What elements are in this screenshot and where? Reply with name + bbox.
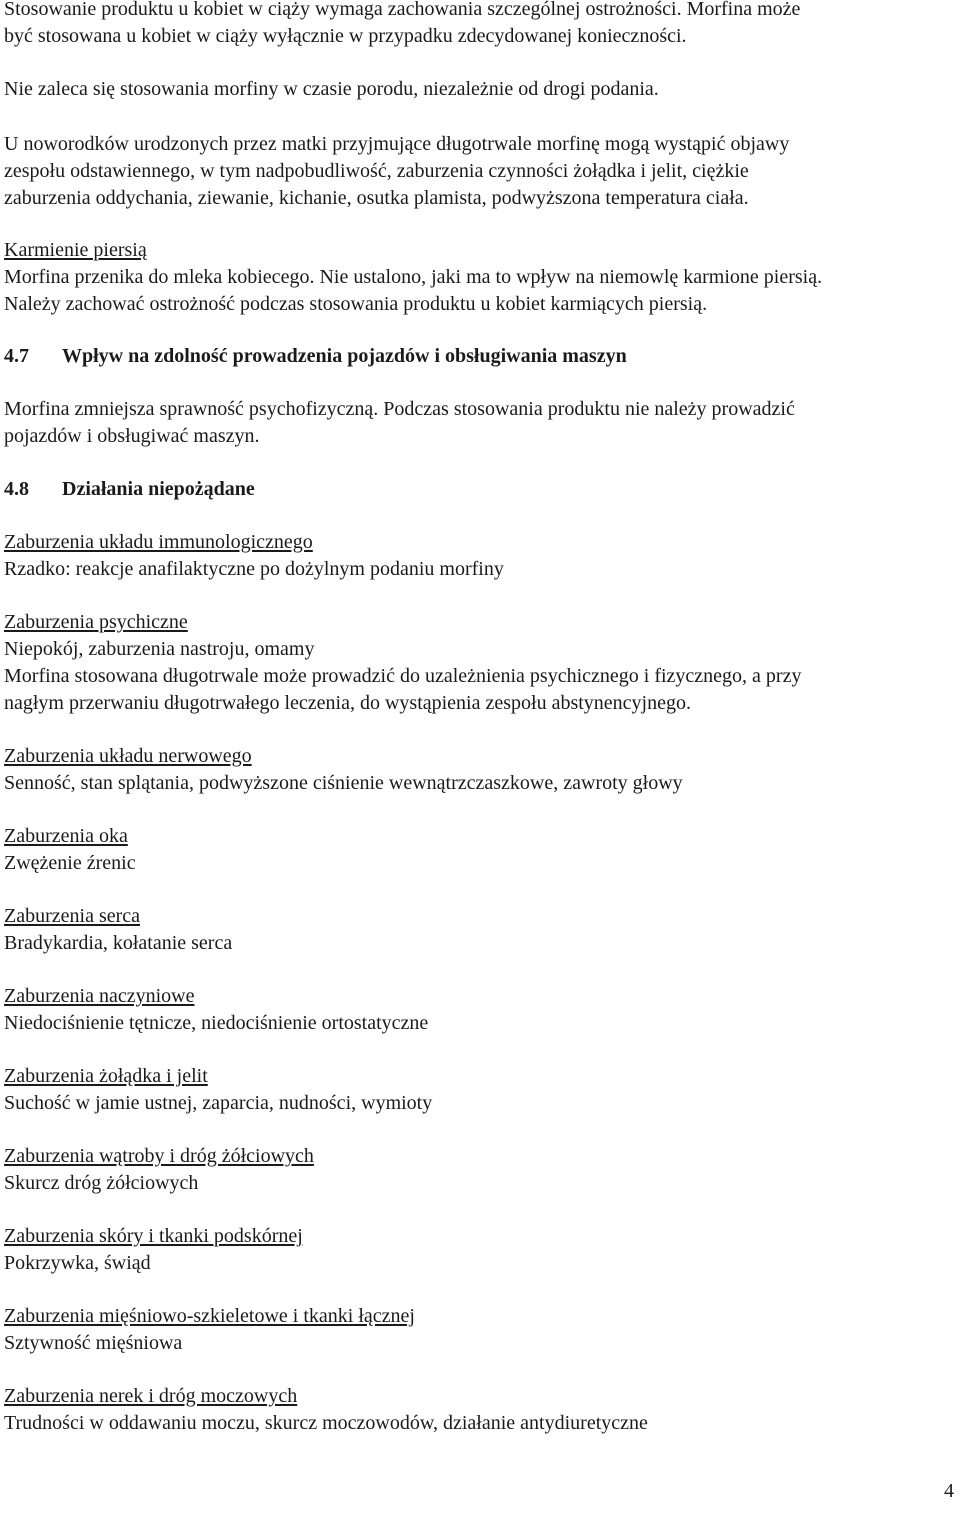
group-text: Rzadko: reakcje anafilaktyczne po dożylnym podaniu morfiny	[4, 558, 504, 580]
group-text: Senność, stan splątania, podwyższone ciśnienie wewnątrzczaszkowe, zawroty głowy	[4, 772, 683, 794]
group-text: Morfina stosowana długotrwale może prowadzić do uzależnienia psychicznego i fizycznego, a przy	[4, 665, 802, 687]
newborn-paragraph	[4, 131, 956, 212]
section-title: Wpływ na zdolność prowadzenia pojazdów i obsługiwania maszyn	[62, 345, 627, 367]
section-4-7-heading	[4, 343, 956, 370]
section-title: Działania niepożądane	[62, 478, 255, 500]
adverse-group	[4, 1143, 956, 1197]
adverse-group	[4, 823, 956, 877]
adverse-group	[4, 1383, 956, 1437]
labor-paragraph: Nie zaleca się stosowania morfiny w czasie porodu, niezależnie od drogi podania.	[4, 78, 659, 100]
adverse-group	[4, 983, 956, 1037]
adverse-group	[4, 743, 956, 797]
group-heading: Zaburzenia oka	[4, 825, 128, 847]
section-number: 4.8	[4, 478, 29, 500]
group-text: Zwężenie źrenic	[4, 852, 136, 874]
adverse-group	[4, 609, 956, 717]
text-line: zaburzenia oddychania, ziewanie, kichanie, osutka plamista, podwyższona temperatura ciała.	[4, 187, 749, 209]
group-heading: Zaburzenia układu immunologicznego	[4, 531, 313, 553]
group-text: Bradykardia, kołatanie serca	[4, 932, 233, 954]
text-line: pojazdów i obsługiwać maszyn.	[4, 425, 260, 447]
text-line: zespołu odstawiennego, w tym nadpobudliwość, zaburzenia czynności żołądka i jelit, ciężkie	[4, 160, 749, 182]
group-heading: Zaburzenia nerek i dróg moczowych	[4, 1385, 298, 1407]
text-line: U noworodków urodzonych przez matki przyjmujące długotrwale morfinę mogą wystąpić objawy	[4, 133, 790, 155]
document-page	[4, 0, 956, 1437]
text-line: Morfina przenika do mleka kobiecego. Nie ustalono, jaki ma to wpływ na niemowlę karmione piersią.	[4, 266, 823, 288]
text-line: Należy zachować ostrożność podczas stosowania produktu u kobiet karmiących piersią.	[4, 293, 708, 315]
text-line: być stosowana u kobiet w ciąży wyłącznie w przypadku zdecydowanej konieczności.	[4, 25, 687, 47]
group-heading: Zaburzenia psychiczne	[4, 611, 188, 633]
group-heading: Zaburzenia naczyniowe	[4, 985, 195, 1007]
group-heading: Zaburzenia serca	[4, 905, 141, 927]
group-heading: Zaburzenia skóry i tkanki podskórnej	[4, 1225, 303, 1247]
section-4-7-body	[4, 396, 956, 450]
adverse-group	[4, 903, 956, 957]
adverse-group	[4, 1223, 956, 1277]
group-text: Skurcz dróg żółciowych	[4, 1172, 199, 1194]
text-line: Stosowanie produktu u kobiet w ciąży wymaga zachowania szczególnej ostrożności. Morfina może	[4, 0, 801, 20]
group-text: Trudności w oddawaniu moczu, skurcz moczowodów, działanie antydiuretyczne	[4, 1412, 648, 1434]
text-line: Morfina zmniejsza sprawność psychofizyczną. Podczas stosowania produktu nie należy prowadzić	[4, 398, 795, 420]
pregnancy-paragraph	[4, 0, 956, 50]
breastfeeding-heading: Karmienie piersią	[4, 239, 147, 261]
group-text: Pokrzywka, świąd	[4, 1252, 151, 1274]
group-heading: Zaburzenia mięśniowo-szkieletowe i tkanki łącznej	[4, 1305, 415, 1327]
group-text: nagłym przerwaniu długotrwałego leczenia, do wystąpienia zespołu abstynencyjnego.	[4, 692, 691, 714]
section-4-8-heading	[4, 476, 956, 503]
group-text: Sztywność mięśniowa	[4, 1332, 183, 1354]
page-number: 4	[944, 1480, 954, 1502]
adverse-group	[4, 1303, 956, 1357]
group-text: Suchość w jamie ustnej, zaparcia, nudności, wymioty	[4, 1092, 433, 1114]
adverse-group	[4, 529, 956, 583]
group-heading: Zaburzenia wątroby i dróg żółciowych	[4, 1145, 314, 1167]
group-heading: Zaburzenia układu nerwowego	[4, 745, 252, 767]
group-text: Niepokój, zaburzenia nastroju, omamy	[4, 638, 315, 660]
group-heading: Zaburzenia żołądka i jelit	[4, 1065, 208, 1087]
group-text: Niedociśnienie tętnicze, niedociśnienie ortostatyczne	[4, 1012, 429, 1034]
section-number: 4.7	[4, 345, 29, 367]
breastfeeding-section	[4, 237, 956, 318]
adverse-group	[4, 1063, 956, 1117]
